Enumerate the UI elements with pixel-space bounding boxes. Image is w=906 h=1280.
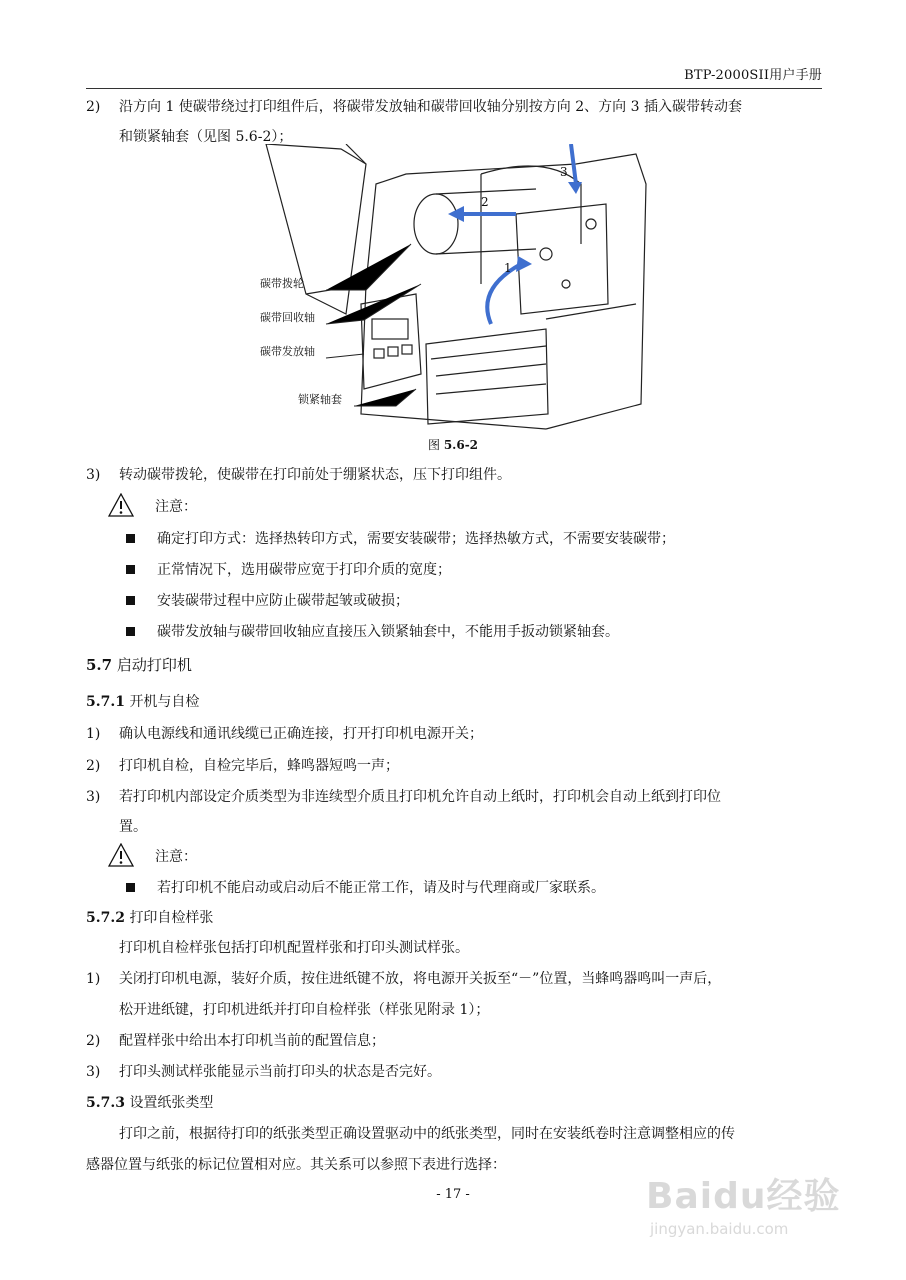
note-label: 注意： <box>155 849 197 865</box>
step-number: 2) <box>86 758 101 774</box>
warning-icon <box>108 843 134 873</box>
note-text: 正常情况下，选用碳带应宽于打印介质的宽度； <box>157 562 451 578</box>
callout-ribbon-supply-shaft: 碳带发放轴 <box>260 345 315 358</box>
note-text: 安装碳带过程中应防止碳带起皱或破损； <box>157 593 409 609</box>
arrow-label-3: 3 <box>560 165 568 179</box>
note-text: 碳带发放轴与碳带回收轴应直接压入锁紧轴套中，不能用手扳动锁紧轴套。 <box>157 624 619 640</box>
caption-number: 5.6-2 <box>443 438 479 452</box>
section-heading-5-7-3 <box>86 1093 822 1113</box>
bullet-square-icon <box>126 565 135 574</box>
callout-locking-sleeve: 锁紧轴套 <box>298 393 342 406</box>
step-text: 打印头测试样张能显示当前打印头的状态是否完好。 <box>119 1064 441 1080</box>
section-title: 打印自检样张 <box>129 910 214 926</box>
step-text: 配置样张中给出本打印机当前的配置信息； <box>119 1033 385 1049</box>
section-number: 5.7 <box>86 656 113 674</box>
paragraph-text: 打印机自检样张包括打印机配置样张和打印头测试样张。 <box>119 940 469 956</box>
page-number: - 17 - <box>436 1187 470 1202</box>
section-number: 5.7.1 <box>86 694 125 710</box>
step-number: 1) <box>86 971 101 987</box>
watermark-logo: Baidu经验 <box>646 1176 841 1217</box>
arrow-label-2: 2 <box>481 195 489 209</box>
paragraph-text: 打印之前，根据待打印的纸张类型正确设置驱动中的纸张类型，同时在安装纸卷时注意调整相应的传 <box>119 1126 735 1142</box>
arrow-direction-3 <box>571 144 576 184</box>
step-text: 关闭打印机电源，装好介质，按住进纸键不放，将电源开关扳至“－”位置，当蜂鸣器鸣叫一声后， <box>119 971 722 987</box>
note-text: 若打印机不能启动或启动后不能正常工作，请及时与代理商或厂家联系。 <box>157 880 605 896</box>
step-number: 3) <box>86 789 101 805</box>
note-label: 注意： <box>155 499 197 515</box>
figure-caption <box>0 436 906 453</box>
section-number: 5.7.2 <box>86 910 125 926</box>
step-number: 2) <box>86 99 101 115</box>
paragraph-text: 感器位置与纸张的标记位置相对应。其关系可以参照下表进行选择： <box>86 1157 506 1173</box>
bullet-square-icon <box>126 534 135 543</box>
caption-prefix: 图 <box>427 438 440 452</box>
watermark-url: jingyan.baidu.com <box>650 1220 789 1238</box>
step-text-cont: 和锁紧轴套（见图 5.6-2）； <box>119 129 293 145</box>
section-heading-5-7 <box>86 655 822 675</box>
callout-ribbon-rewind-shaft: 碳带回收轴 <box>260 311 315 324</box>
warning-icon <box>108 493 134 523</box>
section-heading-5-7-1 <box>86 692 822 712</box>
step-text: 若打印机内部设定介质类型为非连续型介质且打印机允许自动上纸时，打印机会自动上纸到打印位 <box>119 789 721 805</box>
step-text: 打印机自检，自检完毕后，蜂鸣器短鸣一声； <box>119 758 399 774</box>
arrow-label-1: 1 <box>504 261 512 275</box>
step-number: 1) <box>86 726 101 742</box>
baidu-jingyan-watermark <box>640 1168 860 1248</box>
step-number: 3) <box>86 1064 101 1080</box>
figure-ribbon-installation <box>246 144 654 434</box>
bullet-square-icon <box>126 883 135 892</box>
step-text: 沿方向 1 使碳带绕过打印组件后，将碳带发放轴和碳带回收轴分别按方向 2、方向 3 插入碳带转动套 <box>119 99 742 115</box>
note-text: 确定打印方式：选择热转印方式，需要安装碳带；选择热敏方式，不需要安装碳带； <box>157 531 675 547</box>
step-text-cont: 松开进纸键，打印机进纸并打印自检样张（样张见附录 1）； <box>119 1002 490 1018</box>
section-title: 开机与自检 <box>129 694 200 710</box>
step-text-cont: 置。 <box>119 819 147 835</box>
section-number: 5.7.3 <box>86 1095 125 1111</box>
section-title: 启动打印机 <box>116 656 192 674</box>
printer-ribbon-diagram <box>246 144 654 434</box>
step-text: 确认电源线和通讯线缆已正确连接，打开打印机电源开关； <box>119 726 483 742</box>
step-number: 2) <box>86 1033 101 1049</box>
bullet-square-icon <box>126 596 135 605</box>
step-text: 转动碳带拨轮，使碳带在打印前处于绷紧状态，压下打印组件。 <box>119 467 511 483</box>
step-number: 3) <box>86 467 101 483</box>
callout-ribbon-wheel: 碳带拨轮 <box>260 277 304 290</box>
bullet-square-icon <box>126 627 135 636</box>
section-heading-5-7-2 <box>86 908 822 928</box>
page-header-title: BTP-2000SII用户手册 <box>684 68 822 83</box>
header-divider <box>86 88 822 89</box>
section-title: 设置纸张类型 <box>129 1095 214 1111</box>
